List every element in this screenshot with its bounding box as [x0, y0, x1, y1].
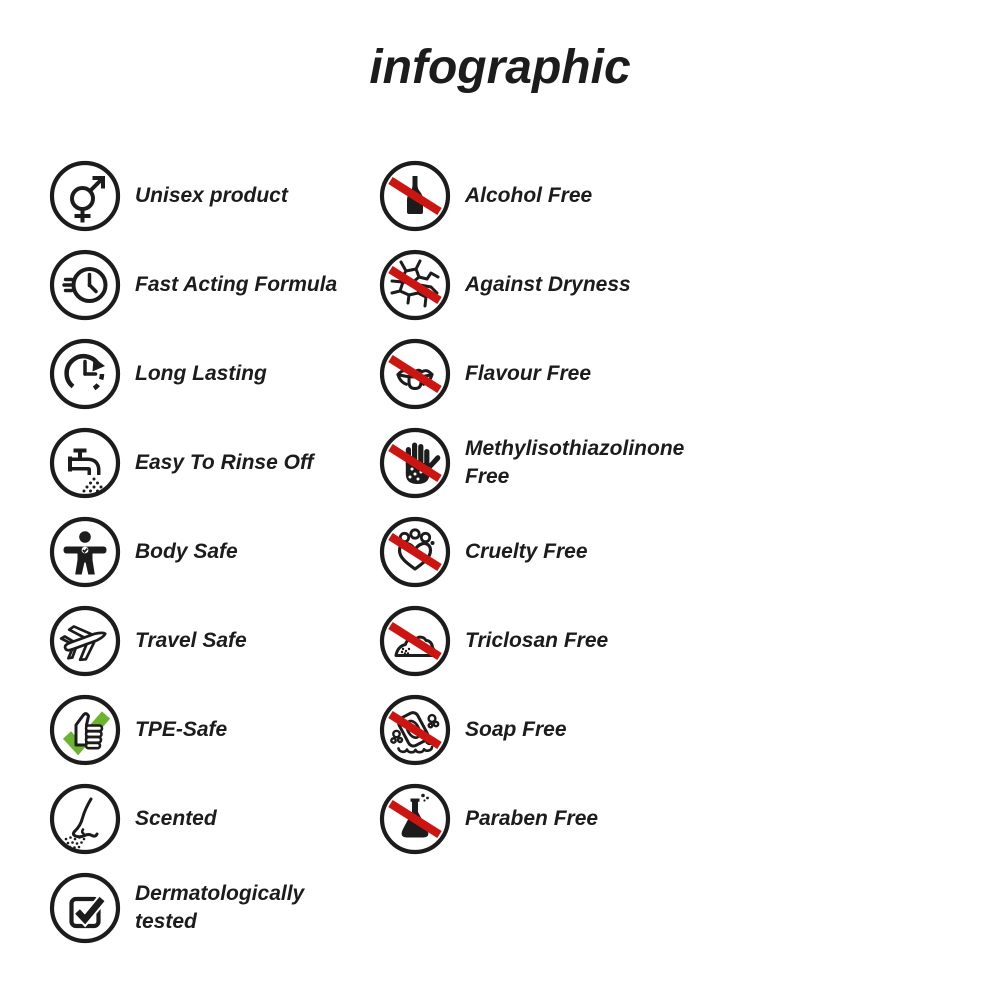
- feature-item: [49, 516, 350, 588]
- feature-label: Cruelty Free: [465, 540, 588, 564]
- feature-label: Scented: [135, 807, 217, 831]
- feature-label: Triclosan Free: [465, 629, 609, 653]
- feature-item: [49, 427, 350, 499]
- no-alcohol-bottle-icon: [379, 160, 451, 232]
- feature-item: [49, 694, 350, 766]
- feature-label: Methylisothiazolinone Free: [465, 437, 685, 488]
- no-dryness-cracks-icon: [379, 249, 451, 321]
- feature-label: TPE-Safe: [135, 718, 228, 742]
- feature-item: [379, 427, 705, 499]
- no-flavour-mouth-icon: [379, 338, 451, 410]
- feature-item: [49, 160, 350, 232]
- left-column: [49, 160, 350, 944]
- right-column: [379, 160, 705, 855]
- feature-label: Alcohol Free: [465, 184, 593, 208]
- feature-label: Paraben Free: [465, 807, 599, 831]
- body-safe-figure-icon: [49, 516, 121, 588]
- feature-item: [379, 783, 705, 855]
- feature-label: Travel Safe: [135, 629, 247, 653]
- feature-label: Easy To Rinse Off: [135, 451, 314, 475]
- no-triclosan-powder-icon: [379, 605, 451, 677]
- feature-label: Flavour Free: [465, 362, 592, 386]
- feature-item: [49, 872, 350, 944]
- feature-item: [49, 605, 350, 677]
- dermatologically-tested-checkbox-icon: [49, 872, 121, 944]
- no-paraben-flask-icon: [379, 783, 451, 855]
- travel-plane-icon: [49, 605, 121, 677]
- feature-item: [379, 605, 705, 677]
- page-title: infographic: [369, 41, 631, 94]
- feature-item: [49, 249, 350, 321]
- fast-acting-clock-icon: [49, 249, 121, 321]
- feature-label: Against Dryness: [465, 273, 631, 297]
- no-cruelty-paw-icon: [379, 516, 451, 588]
- feature-label: Fast Acting Formula: [135, 273, 338, 297]
- tpe-thumbs-up-check-icon: [49, 694, 121, 766]
- feature-label: Unisex product: [135, 184, 288, 208]
- feature-item: [379, 694, 705, 766]
- feature-item: [379, 160, 705, 232]
- feature-item: [49, 338, 350, 410]
- feature-item: [49, 783, 350, 855]
- no-soap-bar-icon: [379, 694, 451, 766]
- unisex-gender-icon: [49, 160, 121, 232]
- feature-label: Body Safe: [135, 540, 238, 564]
- long-lasting-clock-icon: [49, 338, 121, 410]
- feature-item: [379, 338, 705, 410]
- no-methylisothiazolinone-hand-icon: [379, 427, 451, 499]
- rinse-faucet-icon: [49, 427, 121, 499]
- feature-label: Soap Free: [465, 718, 567, 742]
- scented-nose-icon: [49, 783, 121, 855]
- feature-label: Dermatologically tested: [135, 882, 305, 933]
- feature-label: Long Lasting: [135, 362, 267, 386]
- feature-item: [379, 249, 705, 321]
- feature-item: [379, 516, 705, 588]
